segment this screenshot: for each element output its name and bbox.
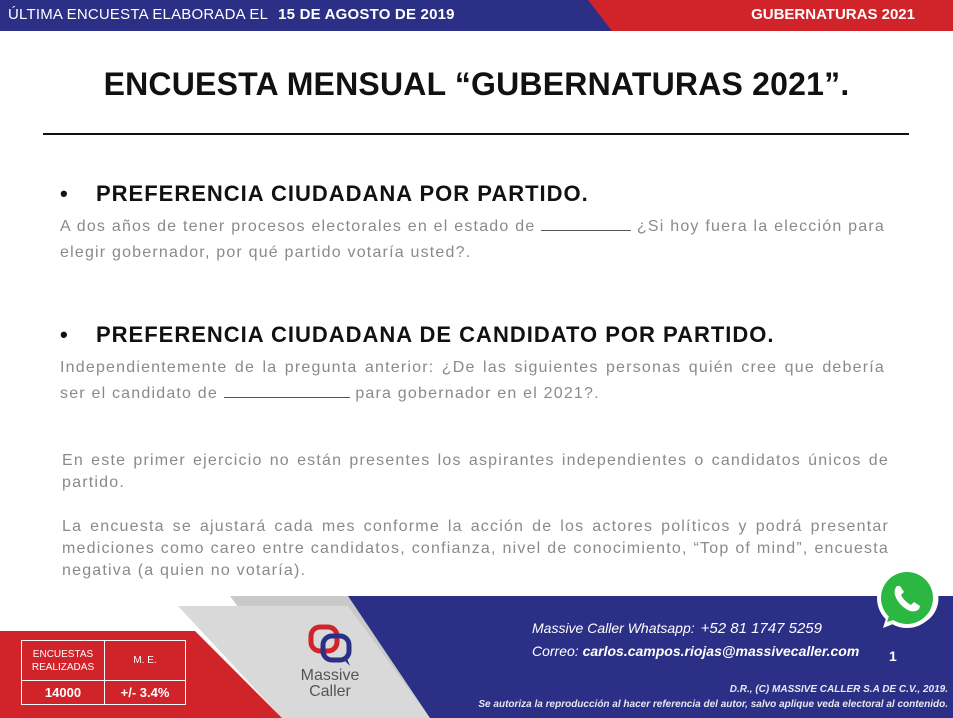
copyright-notice: D.R., (C) MASSIVE CALLER S.A DE C.V., 2019. bbox=[729, 684, 948, 695]
top-bar bbox=[0, 0, 953, 31]
report-label: GUBERNATURAS 2021 bbox=[751, 6, 915, 23]
logo-text-line2: Caller bbox=[309, 683, 351, 700]
section-question-candidate bbox=[60, 355, 885, 407]
section-heading-party bbox=[60, 181, 589, 207]
title-divider bbox=[43, 133, 909, 135]
surveys-count-value: 14000 bbox=[22, 681, 105, 704]
survey-date-label bbox=[8, 6, 455, 23]
blank-line bbox=[541, 217, 631, 231]
section-question-party bbox=[60, 214, 885, 266]
whatsapp-icon[interactable] bbox=[873, 566, 941, 634]
email-contact bbox=[532, 643, 859, 659]
question-text-start: A dos años de tener procesos electorales en el estado de bbox=[60, 218, 536, 235]
whatsapp-contact bbox=[532, 620, 822, 637]
bullet: • bbox=[60, 181, 69, 206]
whatsapp-label: Massive Caller Whatsapp: bbox=[532, 620, 695, 636]
margin-error-value: +/- 3.4% bbox=[120, 685, 170, 700]
whatsapp-number[interactable]: +52 81 1747 5259 bbox=[700, 620, 822, 637]
section-heading-candidate bbox=[60, 322, 775, 348]
bullet: • bbox=[60, 322, 69, 347]
note-independents: En este primer ejercicio no están presentes los aspirantes independientes o candidatos únicos de partido. bbox=[62, 452, 889, 491]
footer bbox=[0, 592, 953, 718]
massive-caller-logo bbox=[280, 622, 380, 712]
section-heading-text: PREFERENCIA CIUDADANA DE CANDIDATO POR PARTIDO. bbox=[96, 322, 775, 347]
email-label: Correo: bbox=[532, 643, 579, 659]
margin-error-header: M. E. bbox=[105, 641, 185, 681]
logo-mark-icon bbox=[280, 622, 380, 668]
logo-text-line1: Massive bbox=[300, 667, 360, 684]
note-monthly-adjustment: La encuesta se ajustará cada mes conforme la acción de los actores políticos y podrá presentar mediciones como careo entre candidatos, confianza, nivel de conocimiento, “Top of mind”, encuesta negativa (a quien no votaría). bbox=[62, 518, 889, 579]
survey-date: 15 DE AGOSTO DE 2019 bbox=[278, 6, 455, 23]
email-address[interactable]: carlos.campos.riojas@massivecaller.com bbox=[582, 643, 860, 659]
page-title: ENCUESTA MENSUAL “GUBERNATURAS 2021”. bbox=[103, 66, 850, 102]
survey-date-prefix: ÚLTIMA ENCUESTA ELABORADA EL bbox=[8, 6, 269, 23]
question-text-start: Independientemente de la pregunta anterior: ¿De las siguientes personas quién cree que debería ser el candidato de bbox=[60, 359, 885, 402]
blank-line bbox=[224, 384, 350, 398]
reproduction-notice: Se autoriza la reproducción al hacer referencia del autor, salvo aplique veda electoral al contenido. bbox=[478, 699, 948, 710]
section-heading-text: PREFERENCIA CIUDADANA POR PARTIDO. bbox=[96, 181, 589, 206]
question-text-end: ¿Si hoy fuera la elección para elegir gobernador, por qué partido votaría usted?. bbox=[60, 218, 885, 261]
page-number: 1 bbox=[889, 648, 897, 664]
survey-stats-table bbox=[21, 640, 186, 705]
surveys-count-header: ENCUESTAS REALIZADAS bbox=[22, 641, 105, 681]
question-text-end: para gobernador en el 2021?. bbox=[355, 385, 600, 402]
